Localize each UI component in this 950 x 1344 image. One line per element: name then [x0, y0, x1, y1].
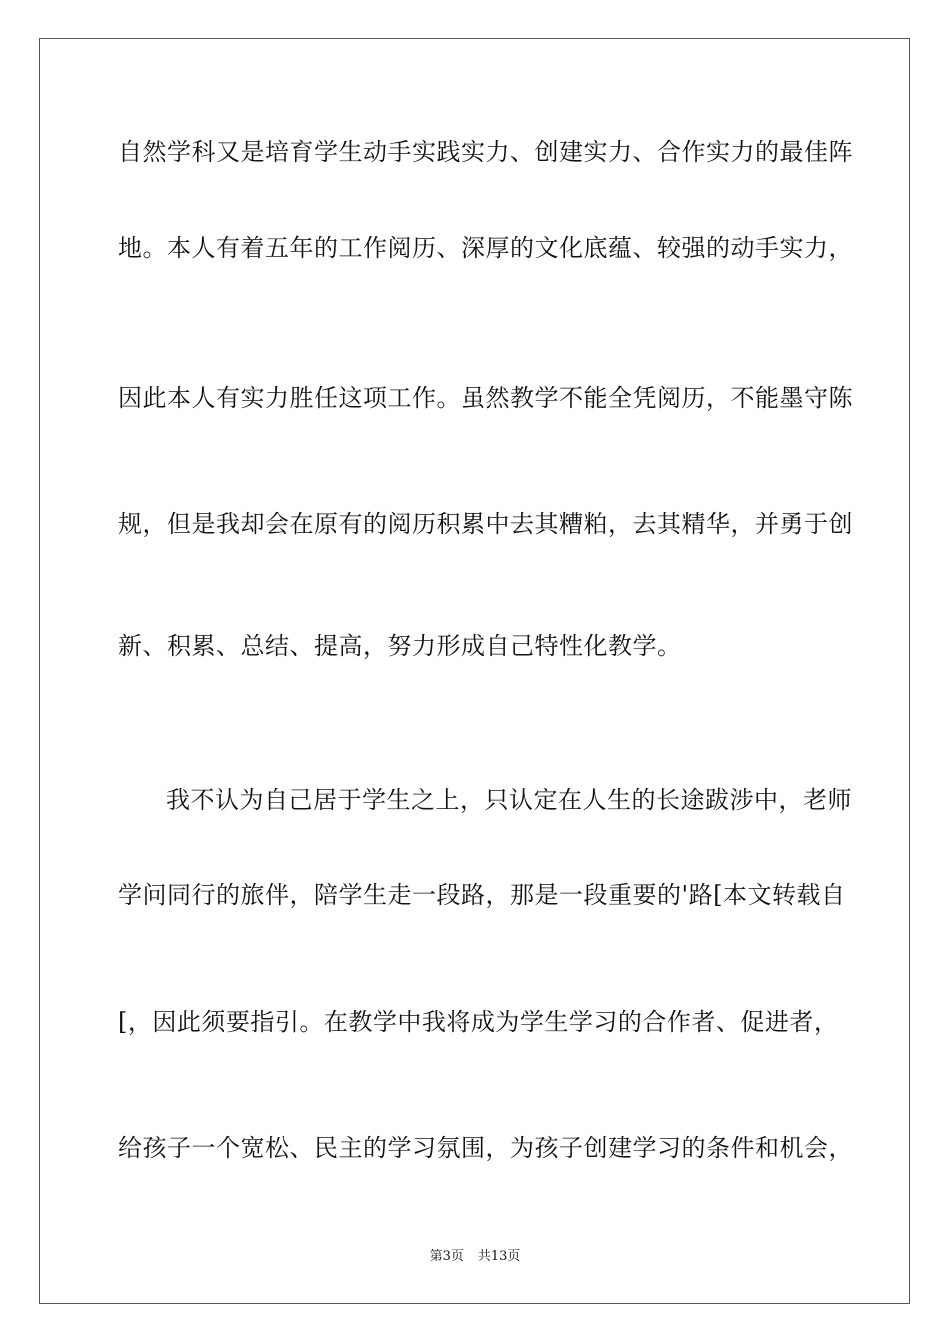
page-frame	[39, 38, 910, 1304]
text-line: 我不认为自己居于学生之上，只认定在人生的长途跋涉中，老师	[166, 786, 852, 814]
text-line: 自然学科又是培育学生动手实践实力、创建实力、合作实力的最佳阵	[118, 138, 853, 166]
page-total: 共13页	[477, 1249, 521, 1264]
text-line: 学问同行的旅伴，陪学生走一段路，那是一段重要的'路[本文转载自	[118, 881, 846, 909]
text-line: 新、积累、总结、提高，努力形成自己特性化教学。	[118, 632, 682, 660]
text-line: 规，但是我却会在原有的阅历积累中去其糟粕，去其精华，并勇于创	[118, 510, 853, 538]
text-line: 给孩子一个宽松、民主的学习氛围，为孩子创建学习的条件和机会，	[118, 1134, 853, 1162]
text-line: 因此本人有实力胜任这项工作。虽然教学不能全凭阅历，不能墨守陈	[118, 384, 853, 412]
page-number: 第3页	[429, 1249, 464, 1264]
page-footer	[0, 1249, 950, 1265]
text-line: 地。本人有着五年的工作阅历、深厚的文化底蕴、较强的动手实力，	[118, 234, 853, 262]
text-line: [，因此须要指引。在教学中我将成为学生学习的合作者、促进者，	[118, 1008, 839, 1036]
